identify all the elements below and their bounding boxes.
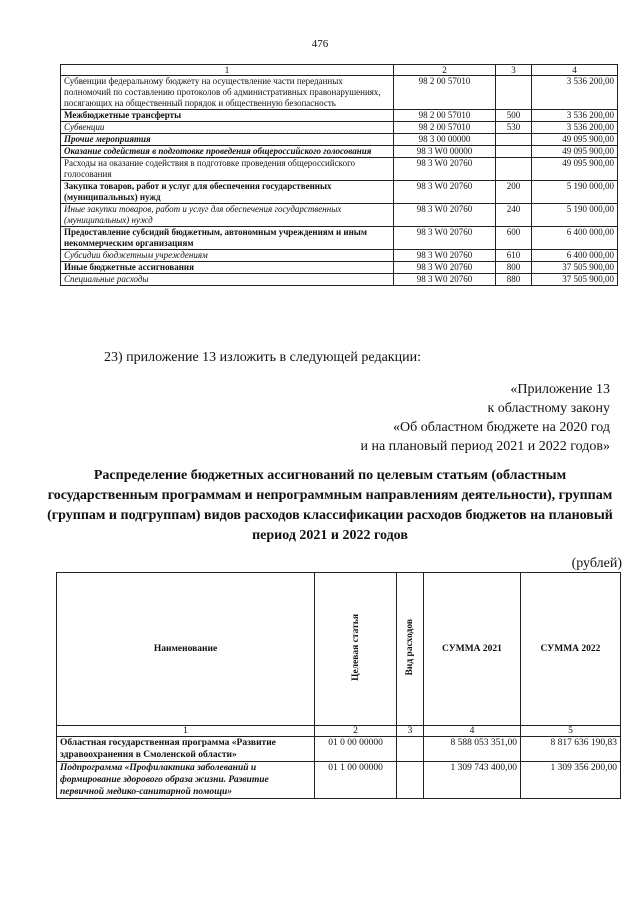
row-expense-type: 600 xyxy=(496,227,532,250)
row-amount: 49 095 900,00 xyxy=(532,134,618,146)
row-expense-type: 880 xyxy=(496,274,532,286)
row-amount: 49 095 900,00 xyxy=(532,146,618,158)
table-row xyxy=(61,181,618,204)
column-number: 2 xyxy=(394,65,496,76)
table-row xyxy=(61,134,618,146)
row-amount: 3 536 200,00 xyxy=(532,122,618,134)
row-name: Иные закупки товаров, работ и услуг для обеспечения государственных (муниципальных) нужд xyxy=(61,204,394,227)
row-amount: 49 095 900,00 xyxy=(532,158,618,181)
row-expense-type: 530 xyxy=(496,122,532,134)
table-row xyxy=(61,122,618,134)
document-title: Распределение бюджетных ассигнований по целевым статьям (областным государственным программам и непрограммным направлениям деятельности), группам (группам и подгруппам) видов расходов классификации расходов бюджетов на плановый период 2021 и 2022 годов xyxy=(47,468,613,543)
column-number-row xyxy=(57,726,621,737)
annex-line: «Приложение 13 xyxy=(510,382,610,397)
row-target-item: 98 3 W0 20760 xyxy=(394,158,496,181)
allocation-table xyxy=(56,572,621,799)
header-expense-type xyxy=(397,573,424,726)
row-expense-type xyxy=(397,762,424,799)
header-sum-2021: СУММА 2021 xyxy=(424,573,521,726)
header-expense-type-label: Вид расходов xyxy=(405,618,415,676)
row-amount: 6 400 000,00 xyxy=(532,250,618,262)
row-target-item: 98 3 W0 20760 xyxy=(394,204,496,227)
row-amount: 37 505 900,00 xyxy=(532,274,618,286)
table-header-row xyxy=(57,573,621,726)
annex-line: «Об областном бюджете на 2020 год xyxy=(393,420,610,435)
row-name: Специальные расходы xyxy=(61,274,394,286)
row-amount: 3 536 200,00 xyxy=(532,110,618,122)
table-row xyxy=(61,146,618,158)
row-target-item: 01 0 00 00000 xyxy=(315,737,397,762)
annex-line: к областному закону xyxy=(487,401,610,416)
row-expense-type xyxy=(496,134,532,146)
row-amount: 37 505 900,00 xyxy=(532,262,618,274)
row-name: Областная государственная программа «Развитие здравоохранения в Смоленской области» xyxy=(57,737,315,762)
row-name: Расходы на оказание содействия в подготовке проведения общероссийского голосования xyxy=(61,158,394,181)
row-target-item: 01 1 00 00000 xyxy=(315,762,397,799)
row-target-item: 98 2 00 57010 xyxy=(394,122,496,134)
budget-table-continued xyxy=(60,64,618,286)
table-row xyxy=(57,762,621,799)
row-expense-type xyxy=(496,146,532,158)
row-amount: 3 536 200,00 xyxy=(532,76,618,110)
row-target-item: 98 2 00 57010 xyxy=(394,110,496,122)
row-sum-2022: 1 309 356 200,00 xyxy=(521,762,621,799)
row-name: Субвенции федеральному бюджету на осуществление части переданных полномочий по составлению протоколов об административных правонарушениях, посягающих на общественный порядок и общественную безопасность xyxy=(61,76,394,110)
row-name: Межбюджетные трансферты xyxy=(61,110,394,122)
row-expense-type: 500 xyxy=(496,110,532,122)
row-name: Предоставление субсидий бюджетным, автономным учреждениям и иным некоммерческим организациям xyxy=(61,227,394,250)
header-target-item xyxy=(315,573,397,726)
column-number: 2 xyxy=(315,726,397,737)
units-label: (рублей) xyxy=(571,556,622,571)
column-number-row xyxy=(61,65,618,76)
row-target-item: 98 3 W0 20760 xyxy=(394,274,496,286)
column-number: 1 xyxy=(61,65,394,76)
page-number: 476 xyxy=(311,38,329,50)
row-target-item: 98 3 W0 20760 xyxy=(394,181,496,204)
header-sum-2022: СУММА 2022 xyxy=(521,573,621,726)
row-sum-2021: 1 309 743 400,00 xyxy=(424,762,521,799)
row-name: Иные бюджетные ассигнования xyxy=(61,262,394,274)
header-target-item-label: Целевая статья xyxy=(350,613,361,681)
annex-line: и на плановый период 2021 и 2022 годов» xyxy=(360,439,610,454)
row-amount: 6 400 000,00 xyxy=(532,227,618,250)
header-name: Наименование xyxy=(57,573,315,726)
table-row xyxy=(61,250,618,262)
row-sum-2021: 8 588 053 351,00 xyxy=(424,737,521,762)
row-target-item: 98 3 00 00000 xyxy=(394,134,496,146)
row-name: Закупка товаров, работ и услуг для обеспечения государственных (муниципальных) нужд xyxy=(61,181,394,204)
row-target-item: 98 3 W0 20760 xyxy=(394,227,496,250)
row-target-item: 98 2 00 57010 xyxy=(394,76,496,110)
amendment-paragraph: 23) приложение 13 изложить в следующей редакции: xyxy=(104,350,421,365)
table-row xyxy=(61,204,618,227)
column-number: 1 xyxy=(57,726,315,737)
table-row xyxy=(57,737,621,762)
row-expense-type: 200 xyxy=(496,181,532,204)
column-number: 3 xyxy=(397,726,424,737)
row-name: Субвенции xyxy=(61,122,394,134)
table-row xyxy=(61,110,618,122)
row-name: Подпрограмма «Профилактика заболеваний и формирование здорового образа жизни. Развитие первичной медико-санитарной помощи» xyxy=(57,762,315,799)
row-expense-type xyxy=(397,737,424,762)
allocation-table-body xyxy=(57,573,621,799)
budget-table-body xyxy=(61,65,618,286)
row-name: Оказание содействия в подготовке проведения общероссийского голосования xyxy=(61,146,394,158)
row-name: Субсидии бюджетным учреждениям xyxy=(61,250,394,262)
row-target-item: 98 3 W0 20760 xyxy=(394,262,496,274)
table-row xyxy=(61,76,618,110)
row-expense-type xyxy=(496,158,532,181)
annex-reference xyxy=(360,380,610,456)
row-target-item: 98 3 W0 00000 xyxy=(394,146,496,158)
row-expense-type: 610 xyxy=(496,250,532,262)
column-number: 5 xyxy=(521,726,621,737)
table-row xyxy=(61,262,618,274)
column-number: 4 xyxy=(532,65,618,76)
row-expense-type: 240 xyxy=(496,204,532,227)
column-number: 3 xyxy=(496,65,532,76)
row-sum-2022: 8 817 636 190,83 xyxy=(521,737,621,762)
row-name: Прочие мероприятия xyxy=(61,134,394,146)
row-target-item: 98 3 W0 20760 xyxy=(394,250,496,262)
table-row xyxy=(61,158,618,181)
row-amount: 5 190 000,00 xyxy=(532,181,618,204)
table-row xyxy=(61,274,618,286)
row-expense-type xyxy=(496,76,532,110)
row-amount: 5 190 000,00 xyxy=(532,204,618,227)
row-expense-type: 800 xyxy=(496,262,532,274)
column-number: 4 xyxy=(424,726,521,737)
table-row xyxy=(61,227,618,250)
